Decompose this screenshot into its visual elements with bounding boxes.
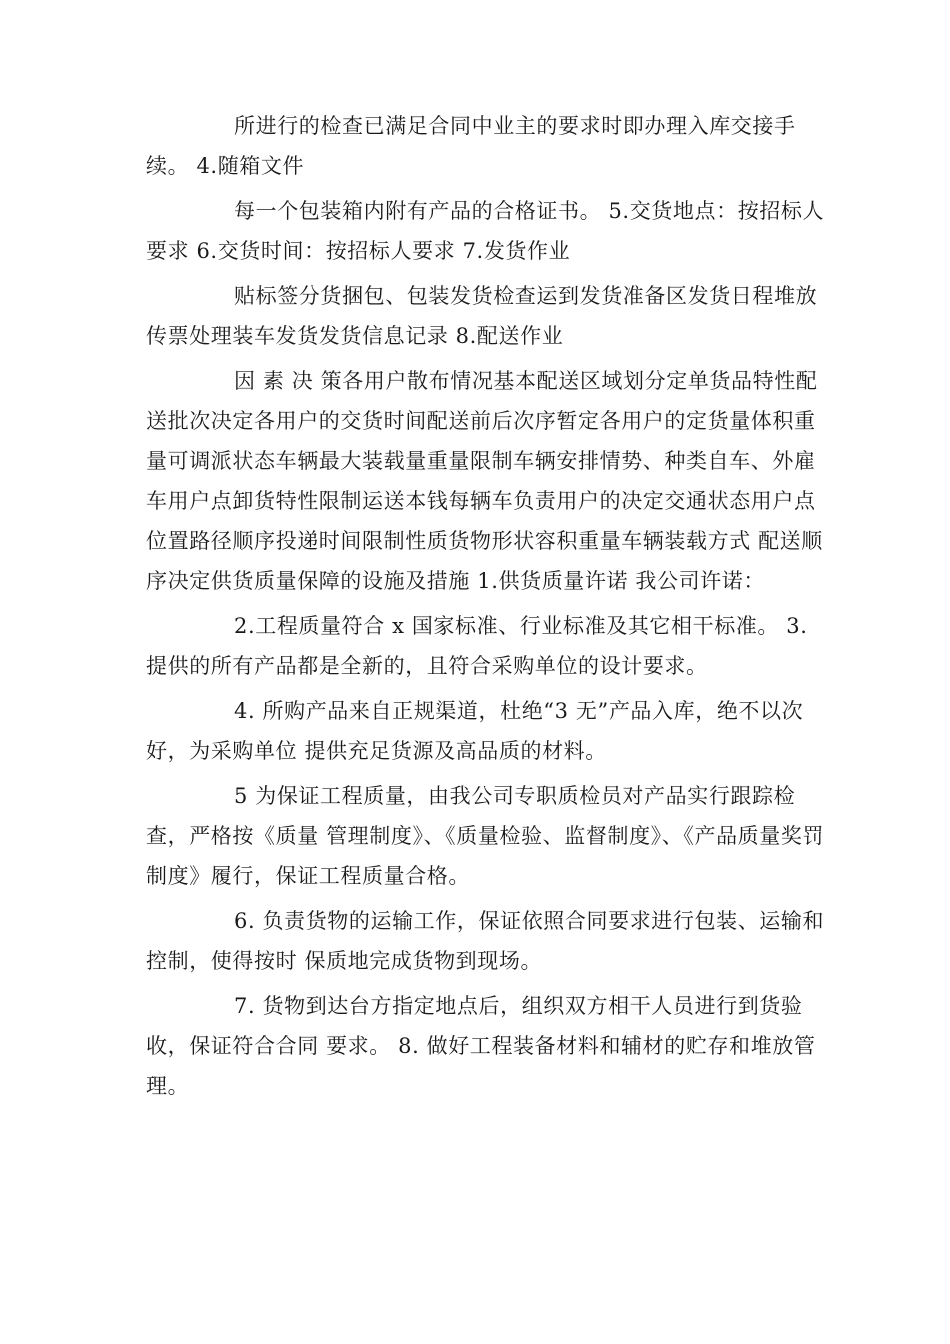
paragraph-4: 因 素 决 策各用户散布情况基本配送区域划分定单货品特性配送批次决定各用户的交货时间配送前后次序暂定各用户的定货量体积重量可调派状态车辆最大装载量重量限制车辆安排情势、种类自车、外雇车用户点卸货特性限制运送本钱每辆车负责用户的决定交通状态用户点位置路径顺序投递时间限制性质货物形状容积重量车辆装载方式 配送顺序决定供货质量保障的设施及措施 1.供货质量许诺 我公司许诺：: [146, 369, 823, 593]
document-body: [146, 106, 826, 1111]
paragraph-1: 所进行的检查已满足合同中业主的要求时即办理入库交接手续。 4.随箱文件: [146, 114, 796, 178]
paragraph-2: 每一个包装箱内附有产品的合格证书。 5.交货地点：按招标人要求 6.交货时间：按招标人要求 7.发货作业: [146, 199, 825, 263]
paragraph-8: 6. 负责货物的运输工作，保证依照合同要求进行包装、运输和控制，使得按时 保质地完成货物到现场。: [146, 909, 825, 973]
paragraph-6: 4. 所购产品来自正规渠道，杜绝“3 无”产品入库，绝不以次好，为采购单位 提供充足货源及高品质的材料。: [146, 699, 804, 763]
paragraph-3: 贴标签分货捆包、包装发货检查运到发货准备区发货日程堆放传票处理装车发货发货信息记录 8.配送作业: [146, 284, 818, 348]
paragraph-7: 5 为保证工程质量，由我公司专职质检员对产品实行跟踪检查，严格按《质量 管理制度》、《质量检验、监督制度》、《产品质量奖罚制度》履行，保证工程质量合格。: [146, 784, 825, 888]
paragraph-5: 2.工程质量符合 x 国家标准、行业标准及其它相干标准。 3.提供的所有产品都是全新的，且符合采购单位的设计要求。: [146, 614, 808, 678]
paragraph-9: 7. 货物到达台方指定地点后，组织双方相干人员进行到货验收，保证符合合同 要求。 8. 做好工程装备材料和辅材的贮存和堆放管理。: [146, 994, 816, 1098]
